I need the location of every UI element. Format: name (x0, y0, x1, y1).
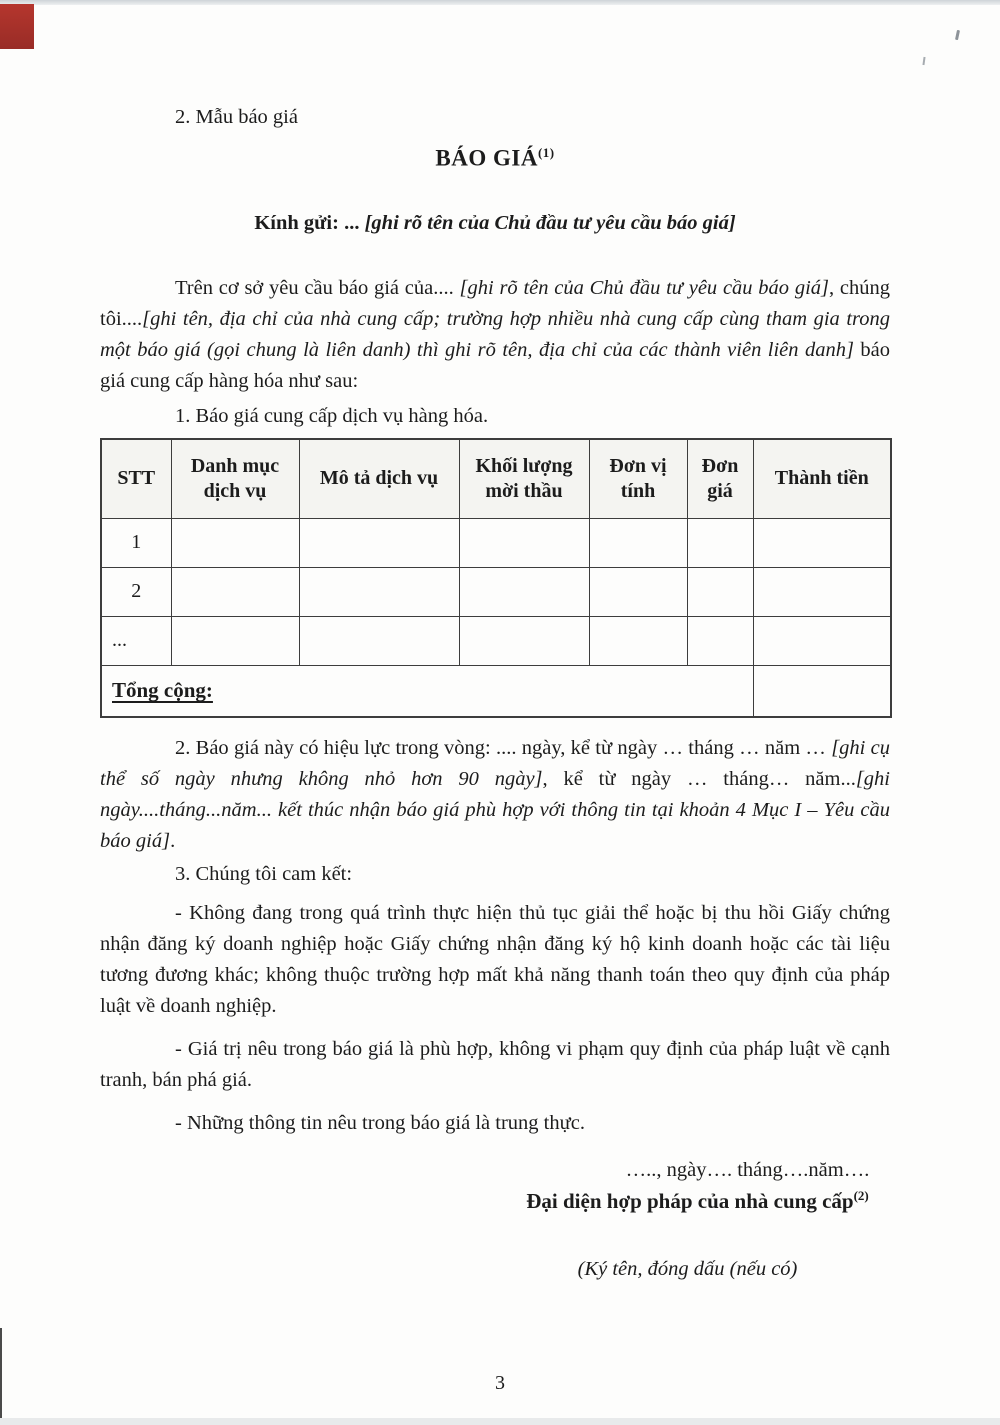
table-cell (687, 567, 753, 616)
signature-representative-line (420, 1188, 890, 1214)
table-row (101, 616, 891, 665)
scan-edge-bottom (0, 1418, 1000, 1425)
validity-text: , kể từ ngày … tháng… năm... (542, 767, 856, 790)
signature-block (420, 1159, 890, 1281)
signature-footnote-ref: (2) (853, 1187, 869, 1203)
column-header-stt: STT (101, 439, 171, 519)
intro-text: Trên cơ sở yêu cầu báo giá của.... (175, 276, 460, 299)
intro-paragraph (100, 273, 890, 397)
red-scan-artifact (0, 4, 34, 49)
intro-text: , chúng tôi.... (100, 276, 890, 330)
salutation-line (100, 212, 890, 235)
table-cell (299, 518, 459, 567)
table-row (101, 567, 891, 616)
column-header-danh-muc: Danh mục dịch vụ (171, 439, 299, 519)
intro-placeholder: [ghi tên, địa chỉ của nhà cung cấp; trường hợp nhiều nhà cung cấp cùng tham gia trong một báo giá (gọi chung là liên danh) thì ghi rõ tên, địa chỉ của các thành viên liên danh] (100, 307, 890, 361)
validity-text: 2. Báo giá này có hiệu lực trong vòng: .... ngày, kể từ ngày … tháng … năm … (175, 736, 832, 759)
table-total-row (101, 665, 891, 717)
document-title-text: BÁO GIÁ (435, 145, 538, 171)
table-header-row (101, 439, 891, 519)
table-cell (171, 518, 299, 567)
table-cell-stt: 1 (101, 518, 171, 567)
scan-speck-mark (922, 57, 925, 65)
section-heading: 2. Mẫu báo giá (175, 106, 298, 128)
validity-placeholder: [ghi cụ thể số ngày nhưng không nhỏ hơn 90 ngày] (100, 736, 890, 790)
column-header-don-gia: Đơn giá (687, 439, 753, 519)
validity-placeholder: [ghi ngày....tháng...năm... kết thúc nhận báo giá phù hợp với thông tin tại khoản 4 Mục I – Yêu cầu báo giá] (100, 767, 891, 852)
table-cell (589, 567, 687, 616)
column-header-don-vi: Đơn vị tính (589, 439, 687, 519)
signature-date-line: ….., ngày…. tháng….năm…. (625, 1158, 870, 1181)
validity-paragraph (100, 733, 890, 857)
total-label-cell (101, 665, 753, 717)
table-cell (459, 616, 589, 665)
table-cell (171, 567, 299, 616)
commitments-heading: 3. Chúng tôi cam kết: (175, 862, 353, 885)
table-cell (589, 518, 687, 567)
commitment-item-1: - Không đang trong quá trình thực hiện thủ tục giải thể hoặc bị thu hồi Giấy chứng nhận đăng ký doanh nghiệp hoặc Giấy chứng nhận đăng ký hộ kinh doanh hoặc các tài liệu tương đương khác; không thuộc trường hợp mất khả năng thanh toán theo quy định của pháp luật về doanh nghiệp. (100, 901, 890, 1017)
table-cell (171, 616, 299, 665)
table-cell (299, 567, 459, 616)
scan-speck-mark (955, 30, 960, 40)
intro-placeholder: [ghi rõ tên của Chủ đầu tư yêu cầu báo giá] (459, 276, 829, 299)
table-row (101, 518, 891, 567)
table-cell (753, 616, 891, 665)
table-cell (753, 567, 891, 616)
table-cell (753, 518, 891, 567)
table-cell (299, 616, 459, 665)
column-header-mo-ta: Mô tả dịch vụ (299, 439, 459, 519)
column-header-thanh-tien: Thành tiền (753, 439, 891, 519)
table-cell-stt: ... (101, 616, 171, 665)
signature-instruction-note: (Ký tên, đóng dấu (nếu có) (577, 1257, 798, 1280)
salutation-placeholder: [ghi rõ tên của Chủ đầu tư yêu cầu báo giá] (364, 211, 736, 234)
document-content (100, 0, 890, 1281)
table-cell (459, 567, 589, 616)
total-label: Tổng cộng: (112, 678, 213, 703)
commitment-item-3: - Những thông tin nêu trong báo giá là trung thực. (175, 1111, 585, 1134)
title-footnote-ref: (1) (537, 145, 555, 160)
signature-representative-text: Đại diện hợp pháp của nhà cung cấp (526, 1188, 854, 1213)
salutation-prefix: Kính gửi: ... (254, 211, 365, 234)
quotation-table (100, 438, 892, 718)
table-cell (687, 518, 753, 567)
commitment-item-2: - Giá trị nêu trong báo giá là phù hợp, không vi phạm quy định của pháp luật về cạnh tranh, bán phá giá. (100, 1037, 890, 1091)
column-header-khoi-luong: Khối lượng mời thầu (459, 439, 589, 519)
table-cell (459, 518, 589, 567)
total-value-cell (753, 665, 891, 717)
page-number: 3 (495, 1372, 505, 1394)
document-title (100, 145, 890, 172)
table-cell (687, 616, 753, 665)
validity-text: . (170, 829, 176, 852)
list-item-1: 1. Báo giá cung cấp dịch vụ hàng hóa. (175, 404, 489, 427)
intro-text: báo giá cung cấp hàng hóa như sau: (100, 338, 891, 392)
table-cell (589, 616, 687, 665)
table-cell-stt: 2 (101, 567, 171, 616)
